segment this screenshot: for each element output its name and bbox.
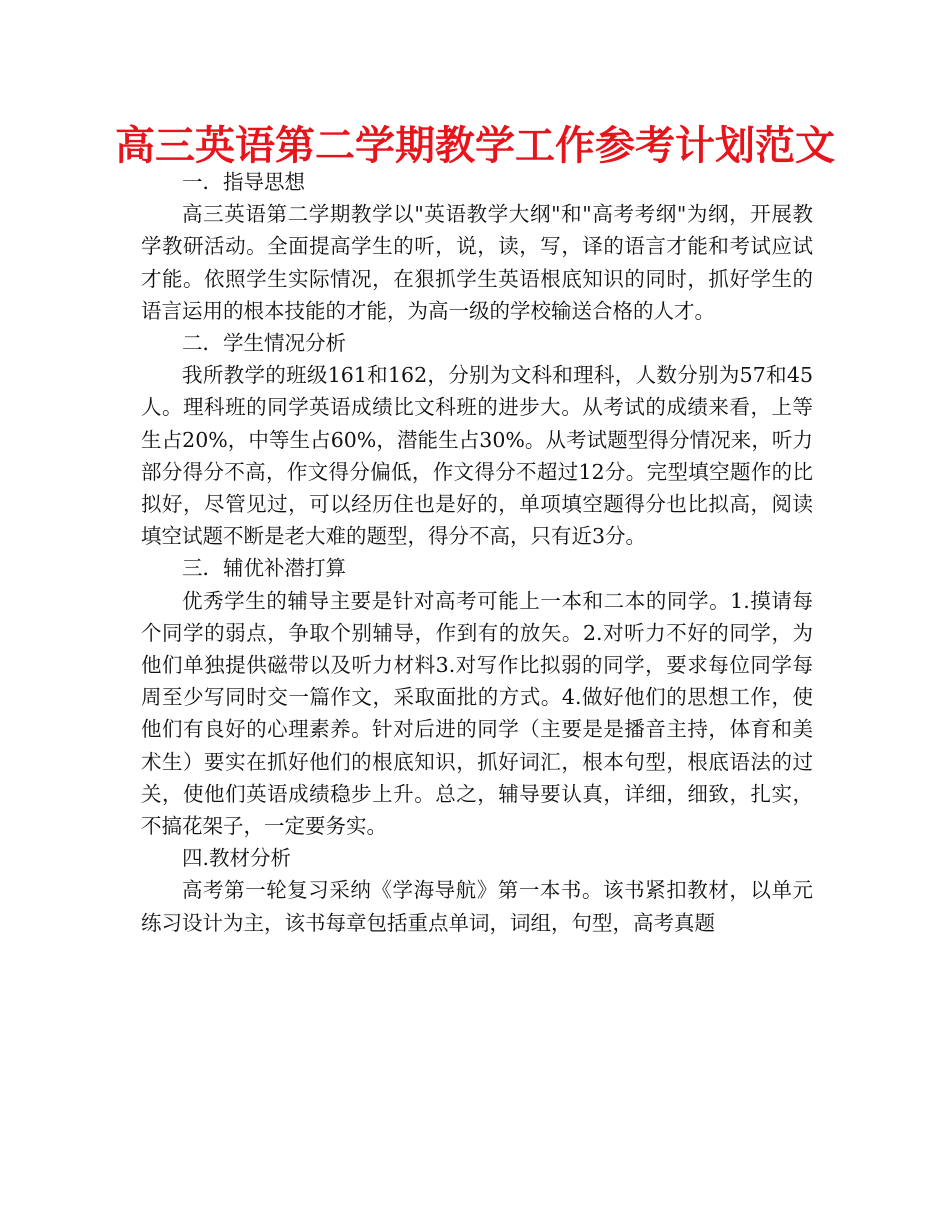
section-heading-guiding-thought: 一．指导思想 (182, 170, 305, 194)
paragraph-guiding-thought: 高三英语第二学期教学以"英语教学大纲"和"高考考纲"为纲，开展教学教研活动。全面提高学生的听，说，读，写，译的语言才能和考试应试才能。依照学生实际情况，在狠抓学生英语根底知识的同时，抓好学生的语言运用的根本技能的才能，为高一级的学校输送合格的人才。 (141, 202, 813, 323)
document-title: 高三英语第二学期教学工作参考计划范文 (115, 122, 835, 169)
section-heading-textbook-analysis: 四.教材分析 (182, 846, 292, 871)
document-body (141, 166, 813, 939)
section-heading-tutoring-plan: 三．辅优补潜打算 (182, 556, 346, 581)
paragraph-student-analysis: 我所教学的班级161和162，分别为文科和理科，人数分别为57和45人。理科班的同学英语成绩比文科班的进步大。从考试的成绩来看，上等生占20%，中等生占60%，潜能生占30%。从考试题型得分情况来，听力部分得分不高，作文得分偏低，作文得分不超过12分。完型填空题作的比拟好，尽管见过，可以经历住也是好的，单项填空题得分也比拟高，阅读填空试题不断是老大难的题型，得分不高，只有近3分。 (141, 363, 813, 549)
section-heading-student-analysis: 二．学生情况分析 (182, 331, 346, 356)
paragraph-textbook-analysis: 高考第一轮复习采纳《学海导航》第一本书。该书紧扣教材，以单元练习设计为主，该书每章包括重点单词，词组，句型，高考真题 (141, 878, 813, 935)
paragraph-tutoring-plan: 优秀学生的辅导主要是针对高考可能上一本和二本的同学。1.摸请每个同学的弱点，争取个别辅导，作到有的放矢。2.对听力不好的同学，为他们单独提供磁带以及听力材料3.对写作比拟弱的同学，要求每位同学每周至少写同时交一篇作文，采取面批的方式。4.做好他们的思想工作，使他们有良好的心理素养。针对后进的同学（主要是是播音主持，体育和美术生）要实在抓好他们的根底知识，抓好词汇，根本句型，根底语法的过关，使他们英语成绩稳步上升。总之，辅导要认真，详细，细致，扎实，不搞花架子，一定要务实。 (141, 588, 813, 839)
